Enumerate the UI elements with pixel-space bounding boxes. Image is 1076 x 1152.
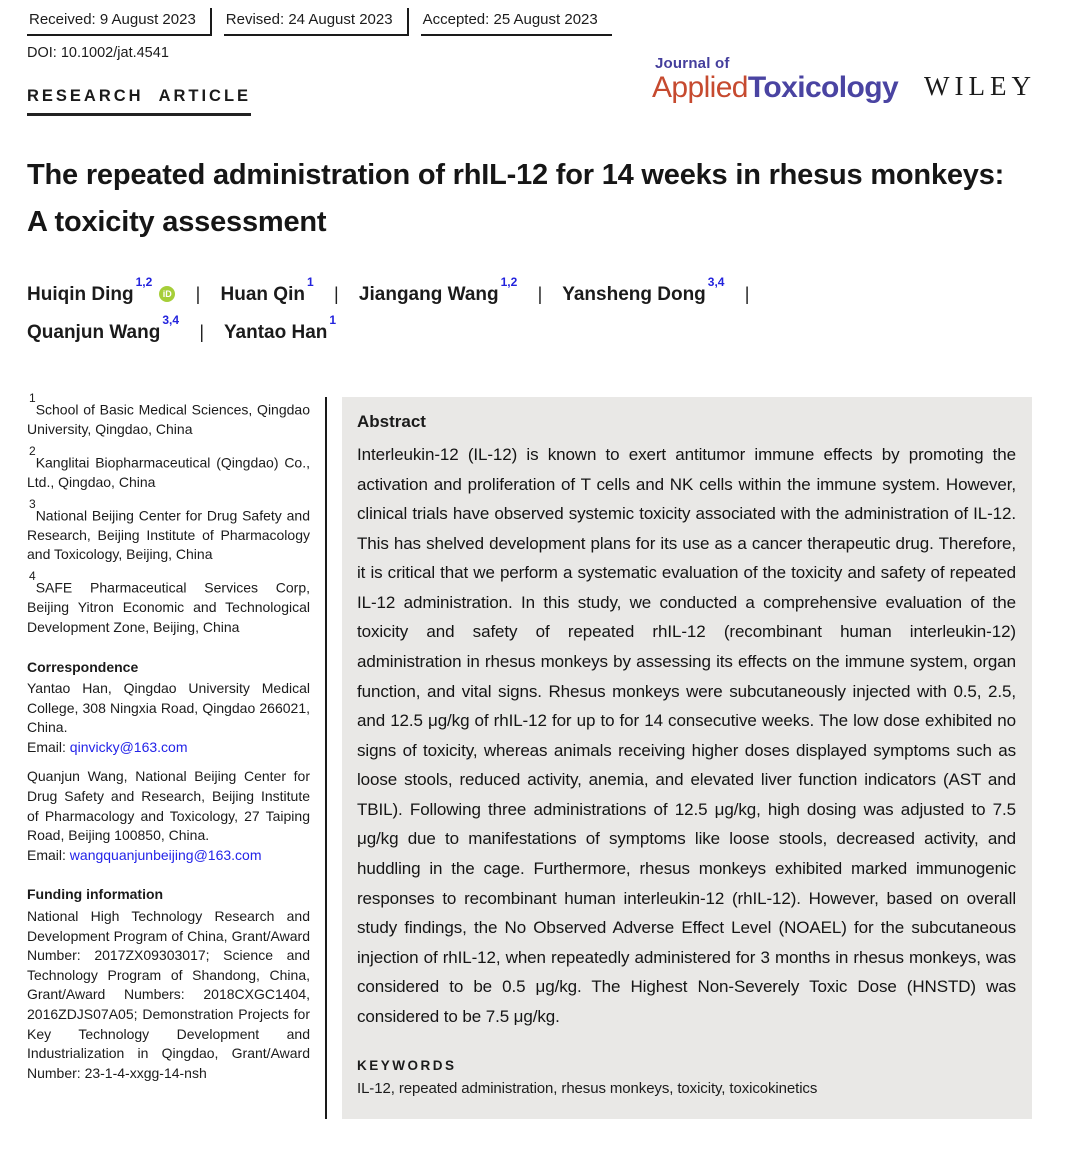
author-name[interactable]: Quanjun Wang — [27, 321, 161, 343]
affiliation — [27, 496, 310, 565]
author — [220, 274, 314, 305]
affiliation-sup: 3 — [29, 496, 36, 511]
metadata-column — [27, 390, 310, 1119]
journal-name-toxicology: Toxicology — [747, 71, 899, 104]
author-separator: | — [744, 283, 750, 304]
author-affiliation-sup: 3,4 — [162, 312, 180, 327]
doi[interactable]: DOI: 10.1002/jat.4541 — [27, 45, 169, 61]
keywords-heading: KEYWORDS — [357, 1057, 457, 1073]
author — [562, 274, 725, 305]
dates-divider — [210, 8, 212, 36]
author-affiliation-sup: 1,2 — [135, 274, 153, 289]
abstract-heading: Abstract — [357, 411, 426, 431]
affiliation-text: National Beijing Center for Drug Safety and Research, Beijing Institute of Pharmacology and Toxicology, Beijing, China — [27, 507, 310, 563]
email-link[interactable]: qinvicky@163.com — [69, 738, 188, 755]
dates-divider — [407, 8, 409, 36]
abstract-body: Interleukin-12 (IL-12) is known to exert antitumor immune effects by promoting the activation and proliferation of T cells and NK cells within the immune system. However, clinical trials have observed systemic toxicity associated with the administration of IL-12. This has shelved development plans for its use as a cancer therapeutic drug. Therefore, it is critical that we perform a systematic evaluation of the toxicity and safety of repeated IL-12 administration. In this study, we conducted a comprehensive evaluation of the toxicity and safety of repeated rhIL-12 (recombinant human interleukin-12) administration in rhesus monkeys by assessing its effects on the immune system, organ function, and vital signs. Rhesus monkeys were subcutaneously injected with 0.5, 2.5, and 12.5 μg/kg of rhIL-12 for up to for 14 consecutive weeks. The low dose exhibited no signs of toxicity, whereas animals receiving higher doses displayed symptoms such as loose stools, reduced activity, anemia, and elevated liver function indicators (AST and TBIL). Following three administrations of 12.5 μg/kg, high dosing was adjusted to 7.5 μg/kg due to manifestations of symptoms like loose stools, decreased activity, and huddling in the cage. Furthermore, rhesus monkeys exhibited marked immunogenic responses to recombinant human interleukin-12 (rhIL-12). However, based on overall study findings, the No Observed Adverse Effect Level (NOAEL) for the subcutaneous injection of rhIL-12, when repeatedly administered for 3 months in rhesus monkeys, was considered to be 0.5 μg/kg. The Highest Non-Severely Toxic Dose (HNSTD) was considered to be 7.5 μg/kg. — [357, 444, 1016, 1026]
correspondence-heading: Correspondence — [27, 658, 139, 675]
wiley-logo[interactable]: WILEY — [924, 70, 1036, 101]
funding-heading: Funding information — [27, 886, 164, 903]
main-columns — [27, 390, 1034, 1119]
affiliation-sup: 4 — [29, 569, 36, 584]
funding-text: National High Technology Research and Development Program of China, Grant/Award Number: 2017ZX09303017; Science and Technology Program of Shandong, China, Grant/Award Numbers: 2018CXGC1404, 2016ZDJS07A05; Demonstration Projects for Key Technology Development and Industrialization in Qingdao, Grant/Award Number: 23-1-4-xxgg-14-nsh — [27, 908, 310, 1081]
orcid-icon[interactable]: iD — [159, 286, 175, 302]
affiliation-text: Kanglitai Biopharmaceutical (Qingdao) Co., Ltd., Qingdao, China — [27, 454, 310, 491]
author — [27, 274, 175, 305]
journal-name — [652, 72, 898, 104]
author-separator: | — [537, 283, 543, 304]
journal-logo[interactable] — [652, 55, 898, 104]
correspondence-text: Quanjun Wang, National Beijing Center for Drug Safety and Research, Beijing Institute of Pharmacology and Toxicology, 27 Taiping Road, Beijing 100850, China. — [27, 768, 310, 844]
author-separator: | — [199, 321, 204, 342]
author-affiliation-sup: 3,4 — [707, 274, 725, 289]
correspondence-entry — [27, 767, 310, 865]
author-affiliation-sup: 1,2 — [500, 274, 518, 289]
author-separator: | — [195, 283, 201, 304]
affiliation — [27, 569, 310, 637]
page-title: The repeated administration of rhIL-12 for 14 weeks in rhesus monkeys: A toxicity assessment — [27, 159, 1005, 238]
affiliation-sup: 2 — [29, 443, 36, 458]
abstract-box — [342, 397, 1032, 1119]
author-name[interactable]: Huan Qin — [220, 283, 305, 305]
author-separator: | — [333, 283, 339, 304]
affiliation-sup: 1 — [29, 390, 36, 405]
keywords-list: IL-12, repeated administration, rhesus monkeys, toxicity, toxicokinetics — [357, 1079, 818, 1097]
affiliation-text: SAFE Pharmaceutical Services Corp, Beijing Yitron Economic and Technological Development Zone, Beijing, China — [27, 579, 310, 635]
affiliation — [27, 390, 310, 440]
author — [27, 312, 180, 343]
column-divider — [325, 397, 327, 1119]
journal-name-applied: Applied — [652, 71, 748, 104]
correspondence-text: Yantao Han, Qingdao University Medical College, 308 Ningxia Road, Qingdao 266021, China. — [27, 680, 310, 736]
affiliation — [27, 443, 310, 493]
revised-date: Revised: 24 August 2023 — [224, 8, 407, 36]
journal-branding — [652, 55, 1036, 104]
author-affiliation-sup: 1 — [306, 274, 314, 289]
correspondence-entry — [27, 679, 310, 757]
accepted-date: Accepted: 25 August 2023 — [421, 8, 612, 36]
email-link[interactable]: wangquanjunbeijing@163.com — [69, 846, 262, 863]
received-date: Received: 9 August 2023 — [27, 8, 210, 36]
email-label: Email: — [27, 846, 70, 863]
author-affiliation-sup: 1 — [329, 312, 337, 327]
author-name[interactable]: Yantao Han — [223, 321, 328, 343]
article-type-label: RESEARCH ARTICLE — [27, 87, 251, 116]
affiliation-text: School of Basic Medical Sciences, Qingdao University, Qingdao, China — [27, 401, 310, 438]
email-label: Email: — [27, 738, 70, 755]
author — [358, 274, 518, 305]
author-list — [27, 276, 1027, 352]
author-name[interactable]: Jiangang Wang — [358, 283, 499, 305]
journal-tagline: Journal of — [655, 55, 730, 72]
author — [223, 312, 337, 343]
author-name[interactable]: Yansheng Dong — [562, 283, 706, 305]
author-name[interactable]: Huiqin Ding — [27, 283, 134, 305]
dates-bar — [27, 8, 612, 36]
